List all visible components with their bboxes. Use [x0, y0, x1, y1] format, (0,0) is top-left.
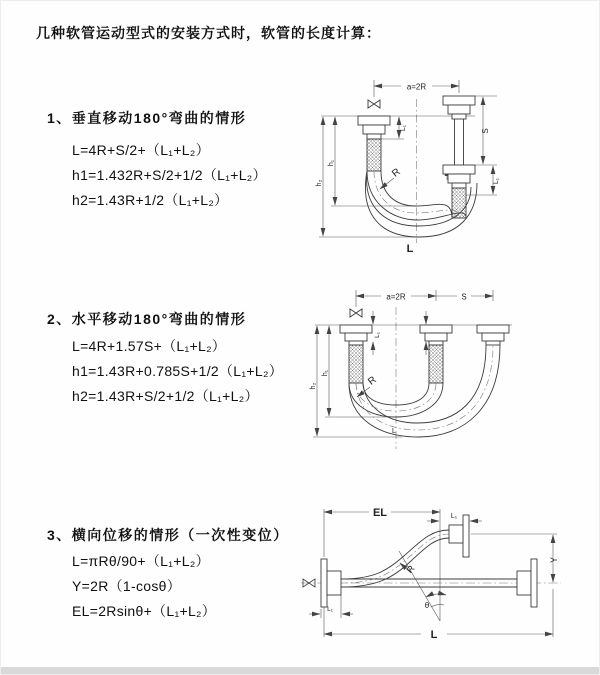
dim-label-h2: h₂	[316, 179, 323, 187]
length-label: L	[430, 629, 438, 641]
page-bottom-edge	[1, 667, 599, 674]
dim-label-l1-left: L₁	[400, 124, 407, 132]
formula-line: h1=1.432R+S/2+1/2（L₁+L₂）	[72, 167, 267, 183]
diagram-horizontal-180-bend	[307, 283, 529, 458]
dim-label-a2r: a=2R	[406, 82, 427, 92]
formula-line: Y=2R（1-cosθ）	[72, 578, 182, 594]
theta-label: θ	[424, 601, 430, 610]
valve-icon	[350, 309, 362, 317]
length-label: L	[406, 243, 414, 255]
dim-label-l1-right: L₁	[493, 177, 500, 185]
radius-label: R	[404, 563, 417, 575]
formula-line: h2=1.43R+S/2+1/2（L₁+L₂）	[72, 388, 259, 404]
length-label: L	[392, 428, 396, 435]
section-1-heading: 1、垂直移动180°弯曲的情形	[47, 110, 247, 126]
section-2-heading: 2、水平移动180°弯曲的情形	[47, 311, 247, 327]
dim-label-l1-top: L₁	[450, 513, 458, 520]
formula-line: h1=1.43R+0.785S+1/2（L₁+L₂）	[72, 363, 283, 379]
formula-line: h2=1.43R+1/2（L₁+L₂）	[72, 192, 229, 208]
dim-label-l1: L₁	[374, 332, 381, 338]
dim-label-a2r: a=2R	[386, 292, 406, 302]
formula-line: L=πRθ/90+（L₁+L₂）	[72, 553, 210, 569]
formula-line: L=4R+1.57S+（L₁+L₂）	[72, 338, 227, 354]
formula-line: L=4R+S/2+（L₁+L₂）	[72, 142, 210, 158]
radius-label: R	[366, 374, 379, 388]
radius-label: R	[390, 166, 403, 180]
dim-label-h1: h₁	[322, 369, 329, 377]
page-title: 几种软管运动型式的安装方式时，软管的长度计算：	[36, 25, 381, 41]
section-3-heading: 3、横向位移的情形（一次性变位）	[47, 527, 289, 543]
dim-label-el: EL	[372, 507, 388, 519]
dim-label-h1: h₁	[328, 159, 335, 167]
dim-label-s: S	[481, 128, 490, 134]
dim-label-l1-bottom: L₁	[327, 606, 333, 613]
dim-label-s: S	[461, 292, 467, 302]
dim-label-h2: h₂	[310, 382, 317, 390]
dim-label-y: Y	[549, 556, 559, 564]
formula-line: EL=2Rsinθ+（L₁+L₂）	[72, 603, 217, 619]
valve-icon	[368, 100, 380, 108]
diagram-vertical-180-bend	[313, 73, 528, 255]
diagram-lateral-displacement	[299, 501, 574, 651]
